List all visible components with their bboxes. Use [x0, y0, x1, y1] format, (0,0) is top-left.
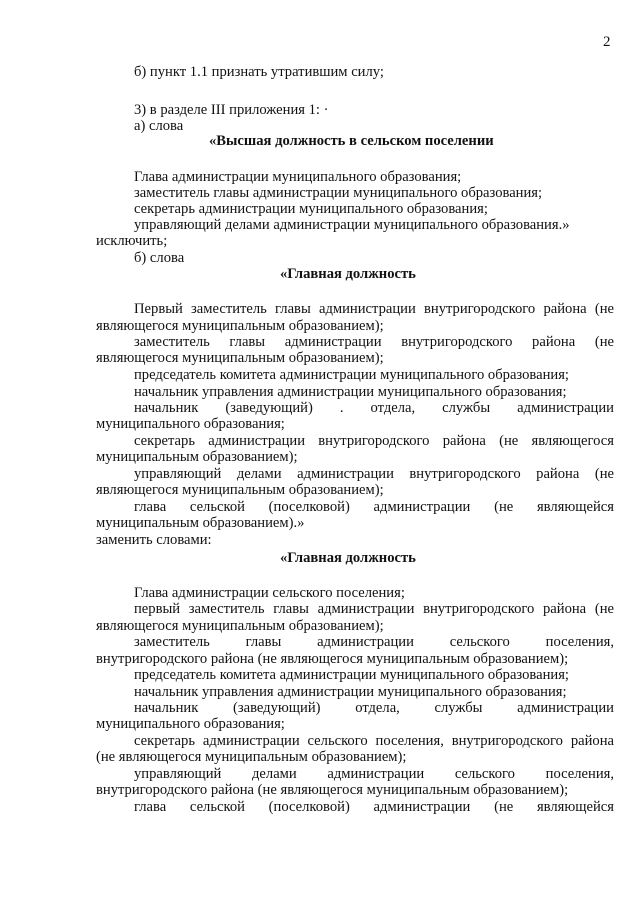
- replace-text: заменить словами:: [96, 532, 212, 548]
- list-item: секретарь администрации муниципального образования;: [134, 201, 488, 217]
- list-item: заместитель главы администрации сельского поселения,: [134, 634, 614, 650]
- list-item: управляющий делами администрации муниципального образования.»: [134, 217, 570, 233]
- list-item: глава сельской (поселковой) администрации (не являющейся: [134, 499, 614, 515]
- list-item: начальник управления администрации муниципального образования;: [134, 384, 567, 400]
- list-item: являющегося муниципальным образованием);: [96, 350, 384, 366]
- list-item: управляющий делами администрации внутригородского района (не: [134, 466, 614, 482]
- list-item: председатель комитета администрации муниципального образования;: [134, 367, 569, 383]
- list-item: являющегося муниципальным образованием);: [96, 318, 384, 334]
- list-item: секретарь администрации внутригородского района (не являющегося: [134, 433, 614, 449]
- list-item: начальник (заведующий) отдела, службы администрации: [134, 700, 614, 716]
- list-item: Глава администрации сельского поселения;: [134, 585, 405, 601]
- list-item: муниципальным образованием).»: [96, 515, 305, 531]
- heading-main-position-new: «Главная должность: [280, 550, 416, 566]
- list-item: первый заместитель главы администрации внутригородского района (не: [134, 601, 614, 617]
- list-item: начальник управления администрации муниципального образования;: [134, 684, 567, 700]
- list-item: муниципального образования;: [96, 716, 285, 732]
- list-item: заместитель главы администрации внутригородского района (не: [134, 334, 614, 350]
- list-item: муниципальным образованием);: [96, 449, 298, 465]
- list-item: глава сельской (поселковой) администрации (не являющейся: [134, 799, 614, 815]
- heading-higher-position: «Высшая должность в сельском поселении: [209, 133, 494, 149]
- list-item: заместитель главы администрации муниципального образования;: [134, 185, 543, 201]
- heading-main-position: «Главная должность: [280, 266, 416, 282]
- list-item: являющегося муниципальным образованием);: [96, 482, 384, 498]
- list-item: внутригородского района (не являющегося муниципальным образованием);: [96, 782, 569, 798]
- list-item: председатель комитета администрации муниципального образования;: [134, 667, 569, 683]
- paragraph-item-b: б) пункт 1.1 признать утратившим силу;: [134, 64, 384, 80]
- list-item: Глава администрации муниципального образования;: [134, 169, 462, 185]
- paragraph-item-a: а) слова: [134, 118, 184, 134]
- list-item: (не являющегося муниципальным образованием);: [96, 749, 407, 765]
- list-item: секретарь администрации сельского поселения, внутригородского района: [134, 733, 614, 749]
- list-item: Первый заместитель главы администрации внутригородского района (не: [134, 301, 614, 317]
- paragraph-item-b2: б) слова: [134, 250, 185, 266]
- paragraph-section-3: 3) в разделе III приложения 1: ·: [134, 102, 329, 118]
- list-item: внутригородского района (не являющегося муниципальным образованием);: [96, 651, 569, 667]
- list-item: являющегося муниципальным образованием);: [96, 618, 384, 634]
- exclude-text: исключить;: [96, 233, 168, 249]
- list-item: начальник (заведующий) . отдела, службы администрации: [134, 400, 614, 416]
- list-item: управляющий делами администрации сельского поселения,: [134, 766, 614, 782]
- page-number: 2: [603, 34, 611, 50]
- list-item: муниципального образования;: [96, 416, 285, 432]
